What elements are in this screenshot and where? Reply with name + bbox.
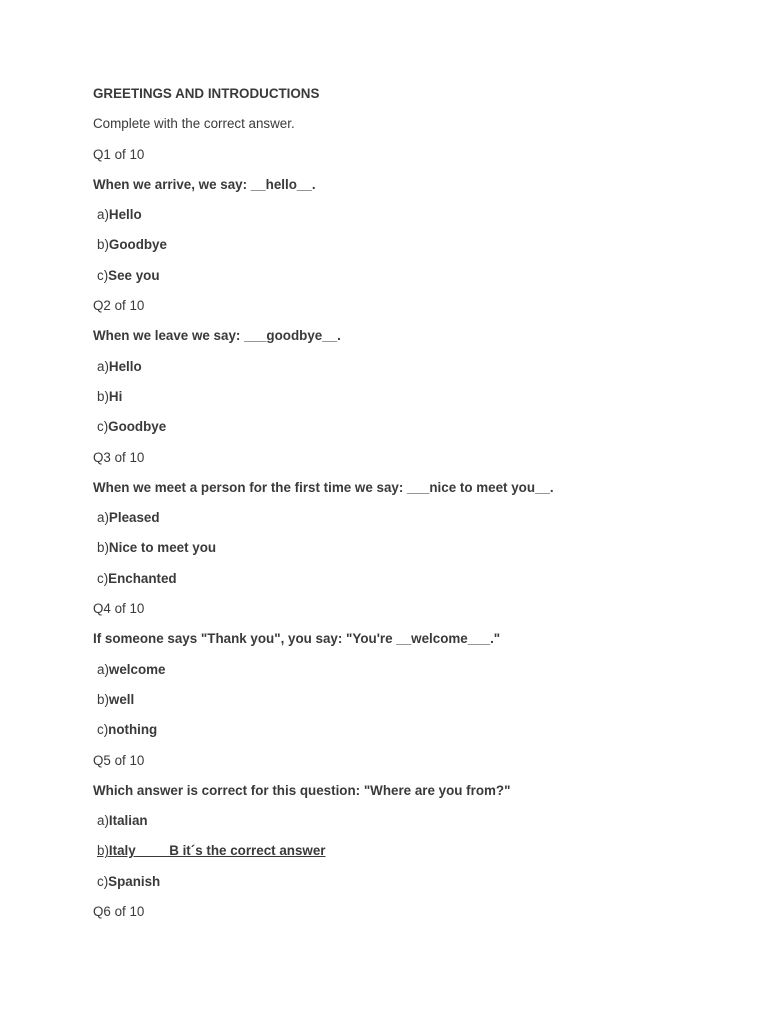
instructions: Complete with the correct answer. xyxy=(93,116,295,132)
option-b xyxy=(93,691,733,721)
option-b-marked-answer xyxy=(93,842,733,872)
option-text: Nice to meet you xyxy=(108,540,217,556)
option-letter: c) xyxy=(97,722,109,738)
option-text: Hello xyxy=(108,207,142,223)
option-b xyxy=(93,539,733,569)
option-letter: a) xyxy=(97,207,109,223)
option-a xyxy=(93,812,733,842)
question-block xyxy=(93,146,733,297)
option-text: See you xyxy=(108,267,160,283)
option-letter: a) xyxy=(97,813,109,829)
option-text: Goodbye xyxy=(108,419,167,435)
option-b xyxy=(93,236,733,266)
question-counter: Q3 of 10 xyxy=(93,449,145,465)
option-text: nothing xyxy=(108,722,158,738)
option-text: Pleased xyxy=(108,510,160,526)
question-prompt: When we meet a person for the first time we say: ___nice to meet you__. xyxy=(93,479,554,495)
question-block xyxy=(93,600,733,751)
question-counter: Q2 of 10 xyxy=(93,298,145,314)
option-letter: c) xyxy=(97,873,109,889)
option-letter: a) xyxy=(97,358,109,374)
option-letter: a) xyxy=(97,510,109,526)
option-a xyxy=(93,661,733,691)
option-letter: b) xyxy=(97,691,109,707)
question-block xyxy=(93,297,733,448)
option-a xyxy=(93,206,733,236)
option-letter: c) xyxy=(97,570,109,586)
question-block xyxy=(93,903,733,933)
option-b xyxy=(93,388,733,418)
option-text: welcome xyxy=(108,661,166,677)
question-counter: Q6 of 10 xyxy=(93,904,145,920)
question-prompt: If someone says "Thank you", you say: "You're __welcome___." xyxy=(93,631,501,647)
option-text: Hello xyxy=(108,358,142,374)
question-prompt: When we leave we say: ___goodbye__. xyxy=(93,328,341,344)
option-c xyxy=(93,418,733,448)
option-letter: a) xyxy=(97,661,109,677)
option-a xyxy=(93,509,733,539)
question-prompt: When we arrive, we say: __hello__. xyxy=(93,176,316,192)
question-counter: Q4 of 10 xyxy=(93,601,145,617)
option-letter: b) xyxy=(97,237,109,253)
option-text: Enchanted xyxy=(108,570,177,586)
option-letter: b) xyxy=(97,388,109,404)
question-counter: Q1 of 10 xyxy=(93,146,145,162)
question-prompt: Which answer is correct for this question: "Where are you from?" xyxy=(93,782,511,798)
question-counter: Q5 of 10 xyxy=(93,752,145,768)
option-text: Goodbye xyxy=(108,237,167,253)
option-c xyxy=(93,873,733,903)
option-letter: c) xyxy=(97,419,109,435)
option-text: Spanish xyxy=(108,873,161,889)
option-c xyxy=(93,267,733,297)
option-text: Italian xyxy=(108,813,148,829)
option-text: well xyxy=(108,691,135,707)
option-letter: b) xyxy=(97,540,109,556)
question-block xyxy=(93,752,733,903)
option-c xyxy=(93,570,733,600)
option-letter: b) xyxy=(97,843,109,859)
option-letter: c) xyxy=(97,267,109,283)
option-text: Hi xyxy=(108,388,123,404)
question-block xyxy=(93,449,733,600)
option-text: Italy B it´s the correct answer xyxy=(108,843,326,859)
worksheet xyxy=(93,85,733,933)
option-a xyxy=(93,358,733,388)
option-c xyxy=(93,721,733,751)
worksheet-title: GREETINGS AND INTRODUCTIONS xyxy=(93,86,320,101)
